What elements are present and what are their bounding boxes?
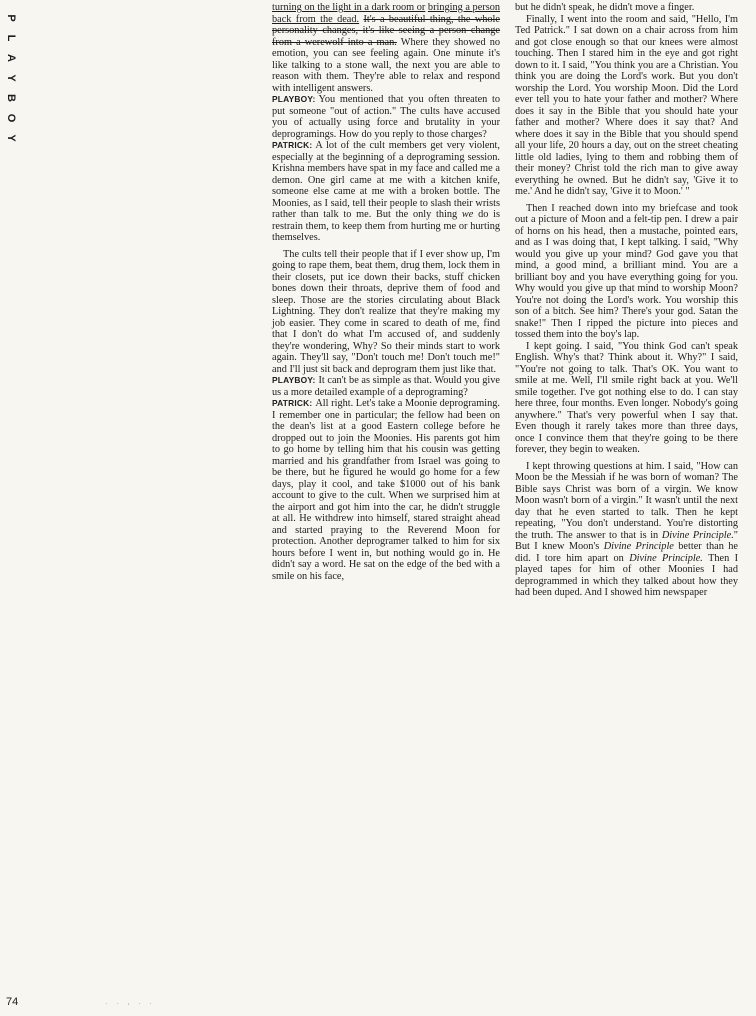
playboy-masthead xyxy=(4,8,18,148)
question-text: It can't be as simple as that. Would you give us a more detailed example of a deprograming? xyxy=(272,375,500,398)
interview-answer xyxy=(272,398,500,582)
margin-marks: . . , . . xyxy=(106,1000,156,1006)
paragraph: but he didn't speak, he didn't move a finger. xyxy=(515,2,695,13)
masthead-letter: P xyxy=(5,14,17,22)
question-text: You mentioned that you often threaten to put someone "out of action." The cults have accused you of actually using force and brutality in your deprogramings. How do you reply to those charges? xyxy=(272,94,500,140)
masthead-letter: O xyxy=(5,113,17,123)
paragraph-text: " But I knew Moon's xyxy=(515,529,738,552)
paragraph-text: Then I played tapes for him of other Moonies I had deprogrammed in which they talked about how they had been duped. And I showed him newspaper xyxy=(515,552,739,598)
book-title: Divine Principle. xyxy=(661,529,734,541)
page-number: 74 xyxy=(6,996,19,1008)
speaker-label: PATRICK: xyxy=(272,398,313,408)
emphasis-text: we xyxy=(461,209,474,220)
paragraph: The cults tell their people that if I ever show up, I'm going to rape them, beat them, drug them, lock them in their closets, put ice down their backs, stuff chicken bones down their throats, deprive them of food and sleep. Those are the stories circulating about Black Lightning. They don't realize that they're making my job easier. They come in scared to death of me, find that I don't do what I'm accused of, and suddenly they're wondering, Why? So their minds start to work again. They'll say, "Don't touch me! Don't touch me!" and I'll just sit back and deprogram them just like that. xyxy=(272,248,500,375)
masthead-letter: B xyxy=(5,94,17,102)
paragraph: Finally, I went into the room and said, "Hello, I'm Ted Patrick." I sat down on a chair across from him and got close enough so that our knees were almost touching. Then I stared him in the eye and got right down to it. I said, "You think you are a Christian. You think you are doing the Lord's work. But you don't worship the Lord. You worship Moon. Did the Lord ever tell you to hate your father and mother? Where does it say in the Bible that you should hate your father and mother? Where does it say that? And where does it say in the Bible that you should spend all your life, 20 hours a day, out on the street cheating little old ladies, lying to them and robbing them of their money? Christ told the rich man to give away everything he owned. But he didn't say, 'Give it to me.' And he didn't say, 'Give it to Moon.' " xyxy=(515,13,738,197)
paragraph: I kept going. I said, "You think God can't speak English. Why's that? Think about it. Why?" I said, "You're not going to talk. That's OK. You want to smile at me. Well, I'll smile right back at you. We'll smile together. I've got nothing else to do. I can stay here three, four months. Even longer. Nobody's going anywhere." That's very powerful when I say that. Even though it rarely takes more than three days, once I convince them that they're going to be there forever, they begin to weaken. xyxy=(515,340,738,455)
masthead-letter: A xyxy=(5,54,17,62)
answer-text: A lot of the cult members get very violent, especially at the beginning of a deprograming session. Krishna members have spat in my face and called me a demon. One girl came at me with a kitchen knife, someone else came at me with a broken bottle. The Moonies, as I said, tell their people to slash their wrists rather than talk to me. But the only thing xyxy=(272,140,500,220)
masthead-letter: Y xyxy=(5,134,17,142)
underlined-text: turning on the light in a dark room or xyxy=(272,2,426,13)
paragraph xyxy=(272,2,500,94)
paragraph-text: Where they showed no emotion, you can see feeling again. One minute it's like talking to a stone wall, the next you are able to reason with them. They're able to relax and respond with intelligent answers. xyxy=(272,36,500,94)
speaker-label: PLAYBOY: xyxy=(272,375,316,385)
paragraph xyxy=(515,461,738,599)
masthead-letter: Y xyxy=(5,74,17,82)
answer-text: do is restrain them, to keep them from hurting me or hurting themselves. xyxy=(272,209,501,243)
masthead-letter: L xyxy=(5,34,17,42)
text-column-right xyxy=(515,2,738,599)
underlined-text: bringing a person back from the dead. xyxy=(272,2,500,25)
interview-question xyxy=(272,375,500,398)
text-column-left xyxy=(272,2,500,582)
struck-text: It's a beautiful thing, the whole personality changes, it's like seeing a person change from a werewolf into a man. xyxy=(272,13,500,48)
speaker-label: PATRICK: xyxy=(272,140,313,150)
answer-text: All right. Let's take a Moonie deprograming. I remember one in particular; the fellow had been on the dean's list at a good Eastern college before he dropped out to join the Moonies. His parents got him to go home by telling him that his cousin was getting married and his grandfather from Israel was going to be there, but he figured he would go home for a few days, play it cool, and take $1000 out of his bank account to give to the cult. When we surprised him at the airport and got him into the car, he didn't struggle at all. He withdrew into himself, stared straight ahead and started praying to the Reverend Moon for protection. Another deprogramer talked to him for six hours before I went in, but nothing would go in. He didn't say a word. He sat on the edge of the bed with a smile on his face, xyxy=(272,398,500,582)
interview-answer xyxy=(272,140,500,244)
paragraph-text: I kept throwing questions at him. I said, "How can Moon be the Messiah if he was born of woman? The Bible says Christ was born of a virgin. We know Moon wasn't born of a virgin." It wasn't until the next day that he even started to talk. Then he kept repeating, "You don't understand. You're distorting the truth. The answer to that is in xyxy=(515,460,738,541)
speaker-label: PLAYBOY: xyxy=(272,94,316,104)
paragraph: Then I reached down into my briefcase and took out a picture of Moon and a felt-tip pen. I drew a pair of horns on his head, then a mustache, pointed ears, and as I was doing that, I kept talking. I said, "Why would you give up your mind? God gave you that mind, a good mind, a brilliant mind. You are a brilliant boy and you have everything going for you. Why would you give up that mind to worship Moon? You're not doing the Lord's work. You worship this son of a bitch. See him? There's your god. Satan the snake!" Then I ripped the picture into pieces and tossed them into the boy's lap. xyxy=(515,202,738,340)
paragraph-text: better than he did. I tore him apart on xyxy=(515,541,738,564)
book-title: Divine Principle. xyxy=(629,552,703,564)
book-title: Divine Principle xyxy=(603,541,674,552)
interview-question xyxy=(272,94,500,140)
